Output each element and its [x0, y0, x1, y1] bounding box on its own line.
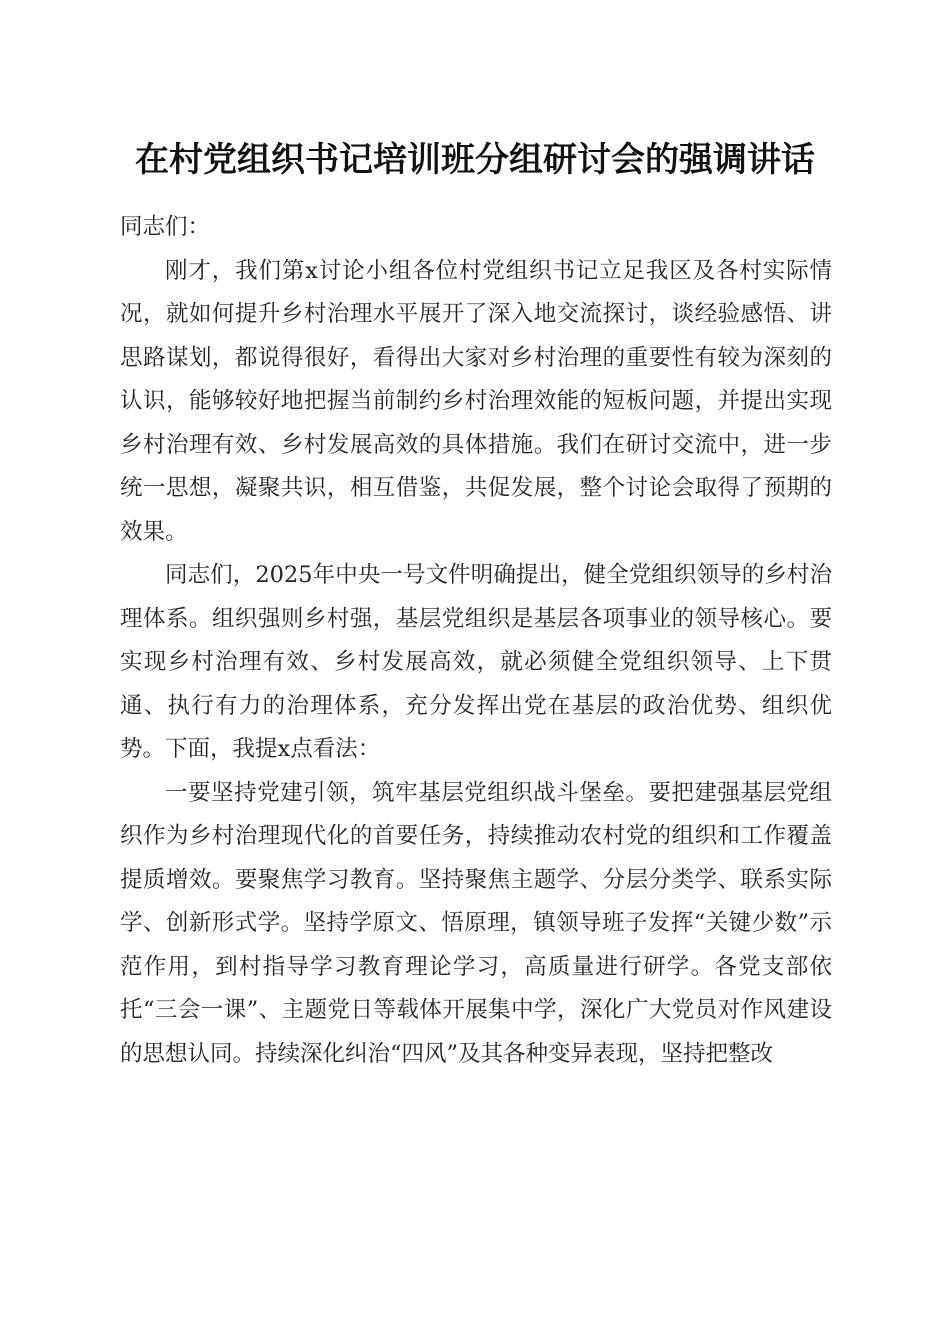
paragraph-1: 刚才，我们第x讨论小组各位村党组织书记立足我区及各村实际情况，就如何提升乡村治理水平展开了深入地交流探讨，谈经验感悟、讲思路谋划，都说得很好，看得出大家对乡村治理的重要性有较为深刻的认识，能够较好地把握当前制约乡村治理效能的短板问题，并提出实现乡村治理有效、乡村发展高效的具体措施。我们在研讨交流中，进一步统一思想，凝聚共识，相互借鉴，共促发展，整个讨论会取得了预期的效果。 — [120, 257, 832, 545]
paragraph-2: 同志们，2025年中央一号文件明确提出，健全党组织领导的乡村治理体系。组织强则乡村强，基层党组织是基层各项事业的领导核心。要实现乡村治理有效、乡村发展高效，就必须健全党组织领导、上下贯通、执行有力的治理体系，充分发挥出党在基层的政治优势、组织优势。下面，我提x点看法： — [120, 562, 832, 762]
document-title: 在村党组织书记培训班分组研讨会的强调讲话 — [135, 140, 815, 180]
paragraph-3: 一要坚持党建引领，筑牢基层党组织战斗堡垒。要把建强基层党组织作为乡村治理现代化的首要任务，持续推动农村党的组织和工作覆盖提质增效。要聚焦学习教育。坚持聚焦主题学、分层分类学、联系实际学、创新形式学。坚持学原文、悟原理，镇领导班子发挥“关键少数”示范作用，到村指导学习教育理论学习，高质量进行研学。各党支部依托“三会一课”、主题党日等载体开展集中学，深化广大党员对作风建设的思想认同。持续深化纠治“四风”及其各种变异表现，坚持把整改 — [120, 779, 832, 1067]
document-body — [120, 206, 832, 1076]
salutation: 同志们： — [120, 214, 211, 240]
